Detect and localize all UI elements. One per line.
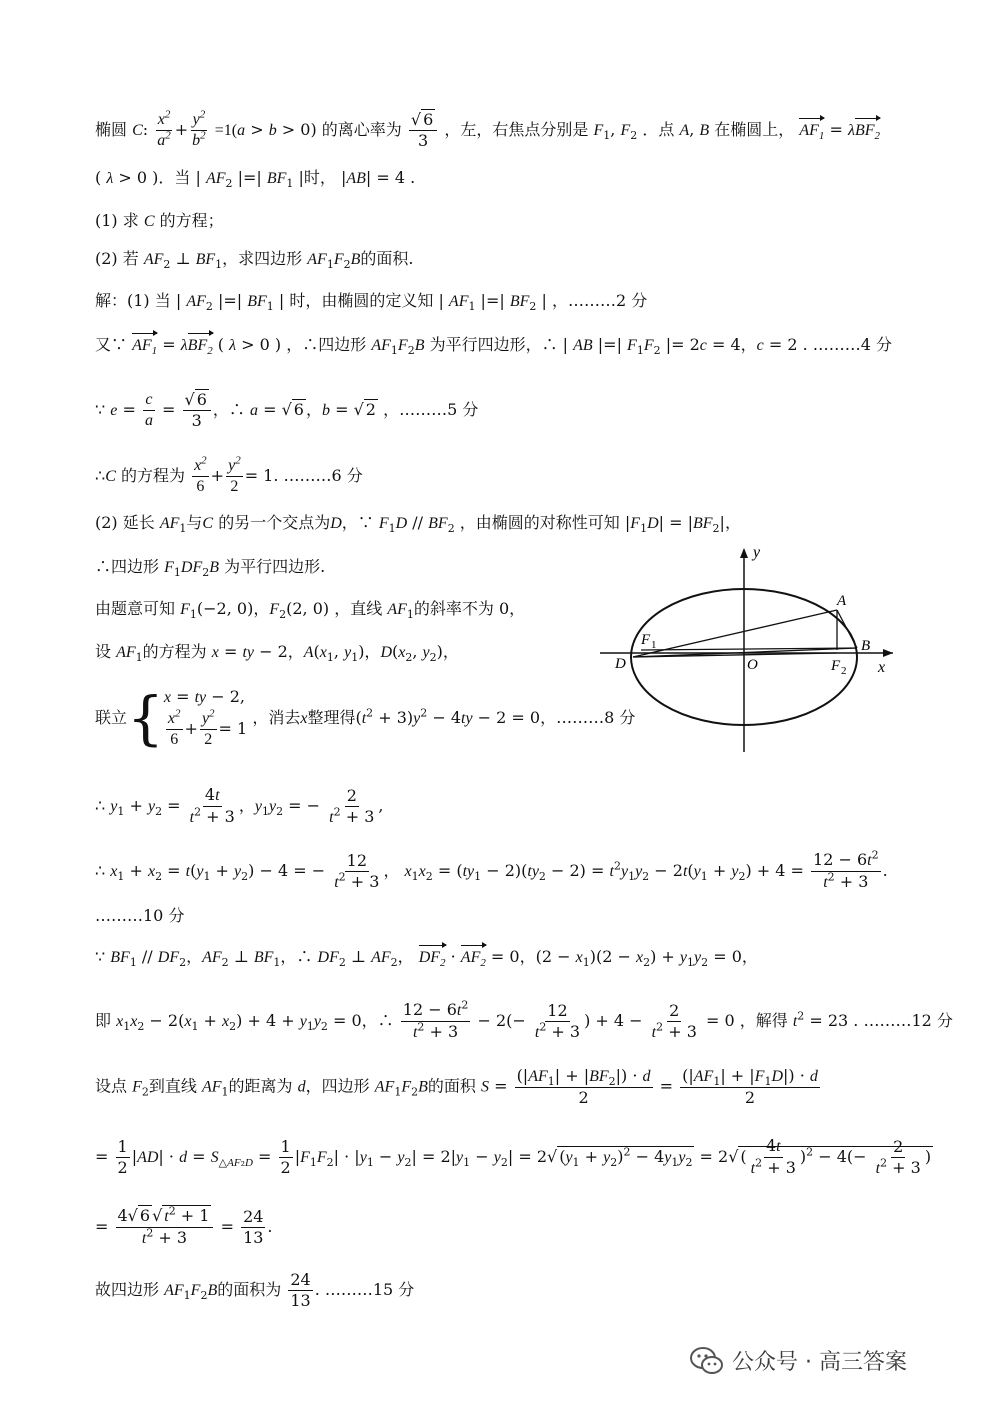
text: 故四边形 [95,1280,160,1299]
text: 联立 [95,708,128,727]
x-axis-arrow [883,649,893,657]
text: 的斜率不为 0， [413,599,526,618]
text: 时， [303,168,336,187]
label-y: y [753,544,761,561]
text: (2) 延长 [95,513,155,532]
text: 又∵ [95,335,128,354]
text: (2) 若 [95,249,139,268]
text: ∴四边形 [95,557,160,576]
solution-line-7: 由题意可知 $F_1(-2$, 0)，$F_2(2$, 0) ，直线 $AF_1$的斜率不为 0， [95,599,526,622]
solution-line-9: 联立{ x = ty − 2, $\frac{x^2}{6}$ + $\frac{y^2}{2}$ = 1 ，消去x整理得$(t^2 + 3)y^2 - 4ty - 2 = 0$，………8 分 [95,684,636,752]
text: 解：(1) 当 [95,291,171,310]
solution-line-6: ∴四边形 $F_1DF_2B$ 为平行四边形. [95,557,326,580]
solution-line-4: ∴C 的方程为 $\frac{x^2}{6}$ + $\frac{y^2}{2}$ = 1. ………6 分 [95,454,363,495]
text: 的另一个交点为 [218,513,331,532]
question-2: (2) 若 $AF_2$ ⊥ $BF_1$，求四边形 $AF_1F_2B$的面积. [95,249,414,272]
question-1: (1) 求 C 的方程； [95,211,224,230]
solution-line-13: ∵ $BF_1 // DF_2$，$AF_2$ ⊥ $BF_1$，∴ $DF_2$ ⊥ $AF_2$， $DF_2 \cdot AF_2 = 0$，$(2 - x_1)(2 - x_2) + y_1y_2 = 0$， [95,947,758,970]
solution-line-16: = $\frac{1}{2}$ $|AD| \cdot d = S_{\triangle AF_2D}$ = $\frac{1}{2}$ $|F_1F_2| \cdot |y_1 - y_2| = 2|y_1 - y_2| = 2√$ $(y_1 + y_2)^2 - 4y_1y_2 = 2√$ ( $\frac{4t}{t^2 + 3}$ )$^2$ − 4(− $\frac{2}{t^2 + 3}$ ) [95,1136,932,1177]
solution-line-8: 设 $AF_1$的方程为 x = ty − 2，$A(x_1$, $y_1$)，$D(x_2$, $y_2$)， [95,642,459,665]
solution-line-5: (2) 延长 $AF_1$与C 的另一个交点为D，∵ $F_1D // BF_2$ ，由椭圆的对称性可知 $|F_1D| = |BF_2|$， [95,513,741,536]
solution-line-17: = $\frac{4√ 6 √ t^2 + 1}{t^2 + 3}$ = $\frac{24}{13}$ . [95,1204,273,1247]
text: 的方程； [159,211,224,230]
solution-line-12 [95,905,184,927]
text: ，直线 [334,599,383,618]
label-A: A [837,593,847,609]
label-B: B [861,638,871,654]
ellipse-figure [595,540,905,755]
text: ，由椭圆的对称性可知 [459,513,620,532]
score: ………10 分 [95,906,185,925]
text: 的方程为 [142,642,207,661]
score: ………4 分 [812,335,893,354]
text: 的方程为 [120,466,185,485]
text: ∴ [95,466,106,485]
text: ，四边形 [305,1076,370,1096]
score: ………8 分 [556,707,636,727]
text: 的面积. [360,249,414,268]
label-F1-sub: 1 [651,639,657,651]
text: 为平行四边形. [224,557,326,576]
text: 设点 [95,1076,128,1096]
text: ，求四边形 [222,249,303,268]
solution-line-11: ∴ $x_1 + x_2 = t(y_1 + y_2) - 4$ = − $\frac{12}{t^2 + 3}$ ， $x_1x_2 = (ty_1 - 2)(ty_2 - 2) = t^2y_1y_2 - 2t(y_1 + y_2) + 4$ = $\frac{12 - 6t^2}{t^2 + 3}$ . [95,848,888,891]
line-AB [837,610,857,648]
text: 的面积 [427,1076,476,1096]
text: 与 [186,513,203,532]
text: 的离心率为 [321,120,402,139]
solution-line-15: 设点 $F_2$到直线 $AF_1$的距离为 d，四边形 $AF_1F_2B$的面积 S = $\frac{(|AF_1| + |BF_2|) \cdot d}{2}$ = $\frac{(|AF_1| + |F_1D|) \cdot d}{2}$ [95,1066,818,1107]
solution-line-1: 解：(1) 当 | $AF_2$ |=| $BF_1$ | 时，由椭圆的定义知 | $AF_1$ |=| $BF_2$ | ，………2 分 [95,291,648,314]
text: 椭圆 [95,120,128,139]
text: 为平行四边形，∴ [429,335,558,354]
solution-line-18: 故四边形 $AF_1F_2B$的面积为 $\frac{24}{13}$ . ………15 分 [95,1270,415,1310]
label-O: O [747,657,758,673]
label-D: D [615,656,626,672]
solution-line-3: ∵ e = $\frac{c}{a}$ = $\frac{√ 6}{3}$ ，∴ a = √ 6 ，b = √ 2 ，………5 分 [95,390,479,430]
score: ………12 分 [863,1011,953,1030]
solution-line-2: 又∵ $AF_1 = \lambda BF_2$ ( λ > 0 ) ，∴四边形 $AF_1F_2B$ 为平行四边形，∴ | AB |=| $F_1F_2$ |= 2c = 4，c = 2 . ………4 分 [95,335,893,358]
text: ．点 [642,120,675,139]
text: 的面积为 [217,1280,282,1299]
text: ，左，右焦点分别是 [444,120,589,139]
solution-line-10: ∴ $y_1 + y_2$ = $\frac{4t}{t^2 + 3}$ ，$y_1y_2$ = − $\frac{2}{t^2 + 3}$ , [95,785,384,826]
text: ，消去 [252,707,301,727]
score: ………15 分 [324,1280,415,1299]
text: 在椭圆上， [714,120,795,139]
y-axis-arrow [740,548,748,558]
label-F1: F [641,632,651,648]
score: ………6 分 [283,466,363,485]
text: 的距离为 [228,1076,293,1096]
label-F2-sub: 2 [841,665,847,677]
text: ．当 [158,168,191,187]
problem-line-1: 椭圆 C: $\frac{x^2}{a^2}$ + $\frac{y^2}{b^2}$ =1(a > b > 0) 的离心率为 $\frac{√ 6}{3}$ ，左，右焦点分别是 $F_1$, $F_2$ ．点 A, B 在椭圆上， $AF_1 = \lambda BF_2$ [95,108,880,150]
problem-line-2: ( λ > 0 )．当 | $AF_2$ |=| $BF_1$ |时， |AB| = 4 . [95,168,416,191]
text: (1) 求 [95,211,139,230]
watermark-text: 公众号 · 高三答案 [732,1350,907,1375]
text: ，∴四边形 [286,335,367,354]
text: 即 [95,1011,112,1030]
text: 到直线 [148,1076,197,1096]
score: ，………2 分 [551,291,648,310]
solution-line-14: 即 $x_1x_2 - 2(x_1 + x_2) + 4 + y_1y_2 = 0$，∴ $\frac{12 - 6t^2}{t^2 + 3}$ − 2(− $\frac{12}{t^2 + 3}$ ) + 4 − $\frac{2}{t^2 + 3}$ = 0 ，解得 $t^2 = 23$ . ………12 分 [95,998,953,1041]
wechat-icon [690,1346,724,1376]
score: ，………5 分 [383,400,479,419]
label-x: x [878,659,886,676]
text: 整理得 [307,707,356,727]
text: 时，由椭圆的定义知 [289,291,434,310]
watermark [690,1345,907,1376]
text: 由题意可知 [95,599,176,618]
text: ，解得 [739,1011,788,1030]
label-F2: F [831,658,841,674]
text: 设 [95,642,112,661]
